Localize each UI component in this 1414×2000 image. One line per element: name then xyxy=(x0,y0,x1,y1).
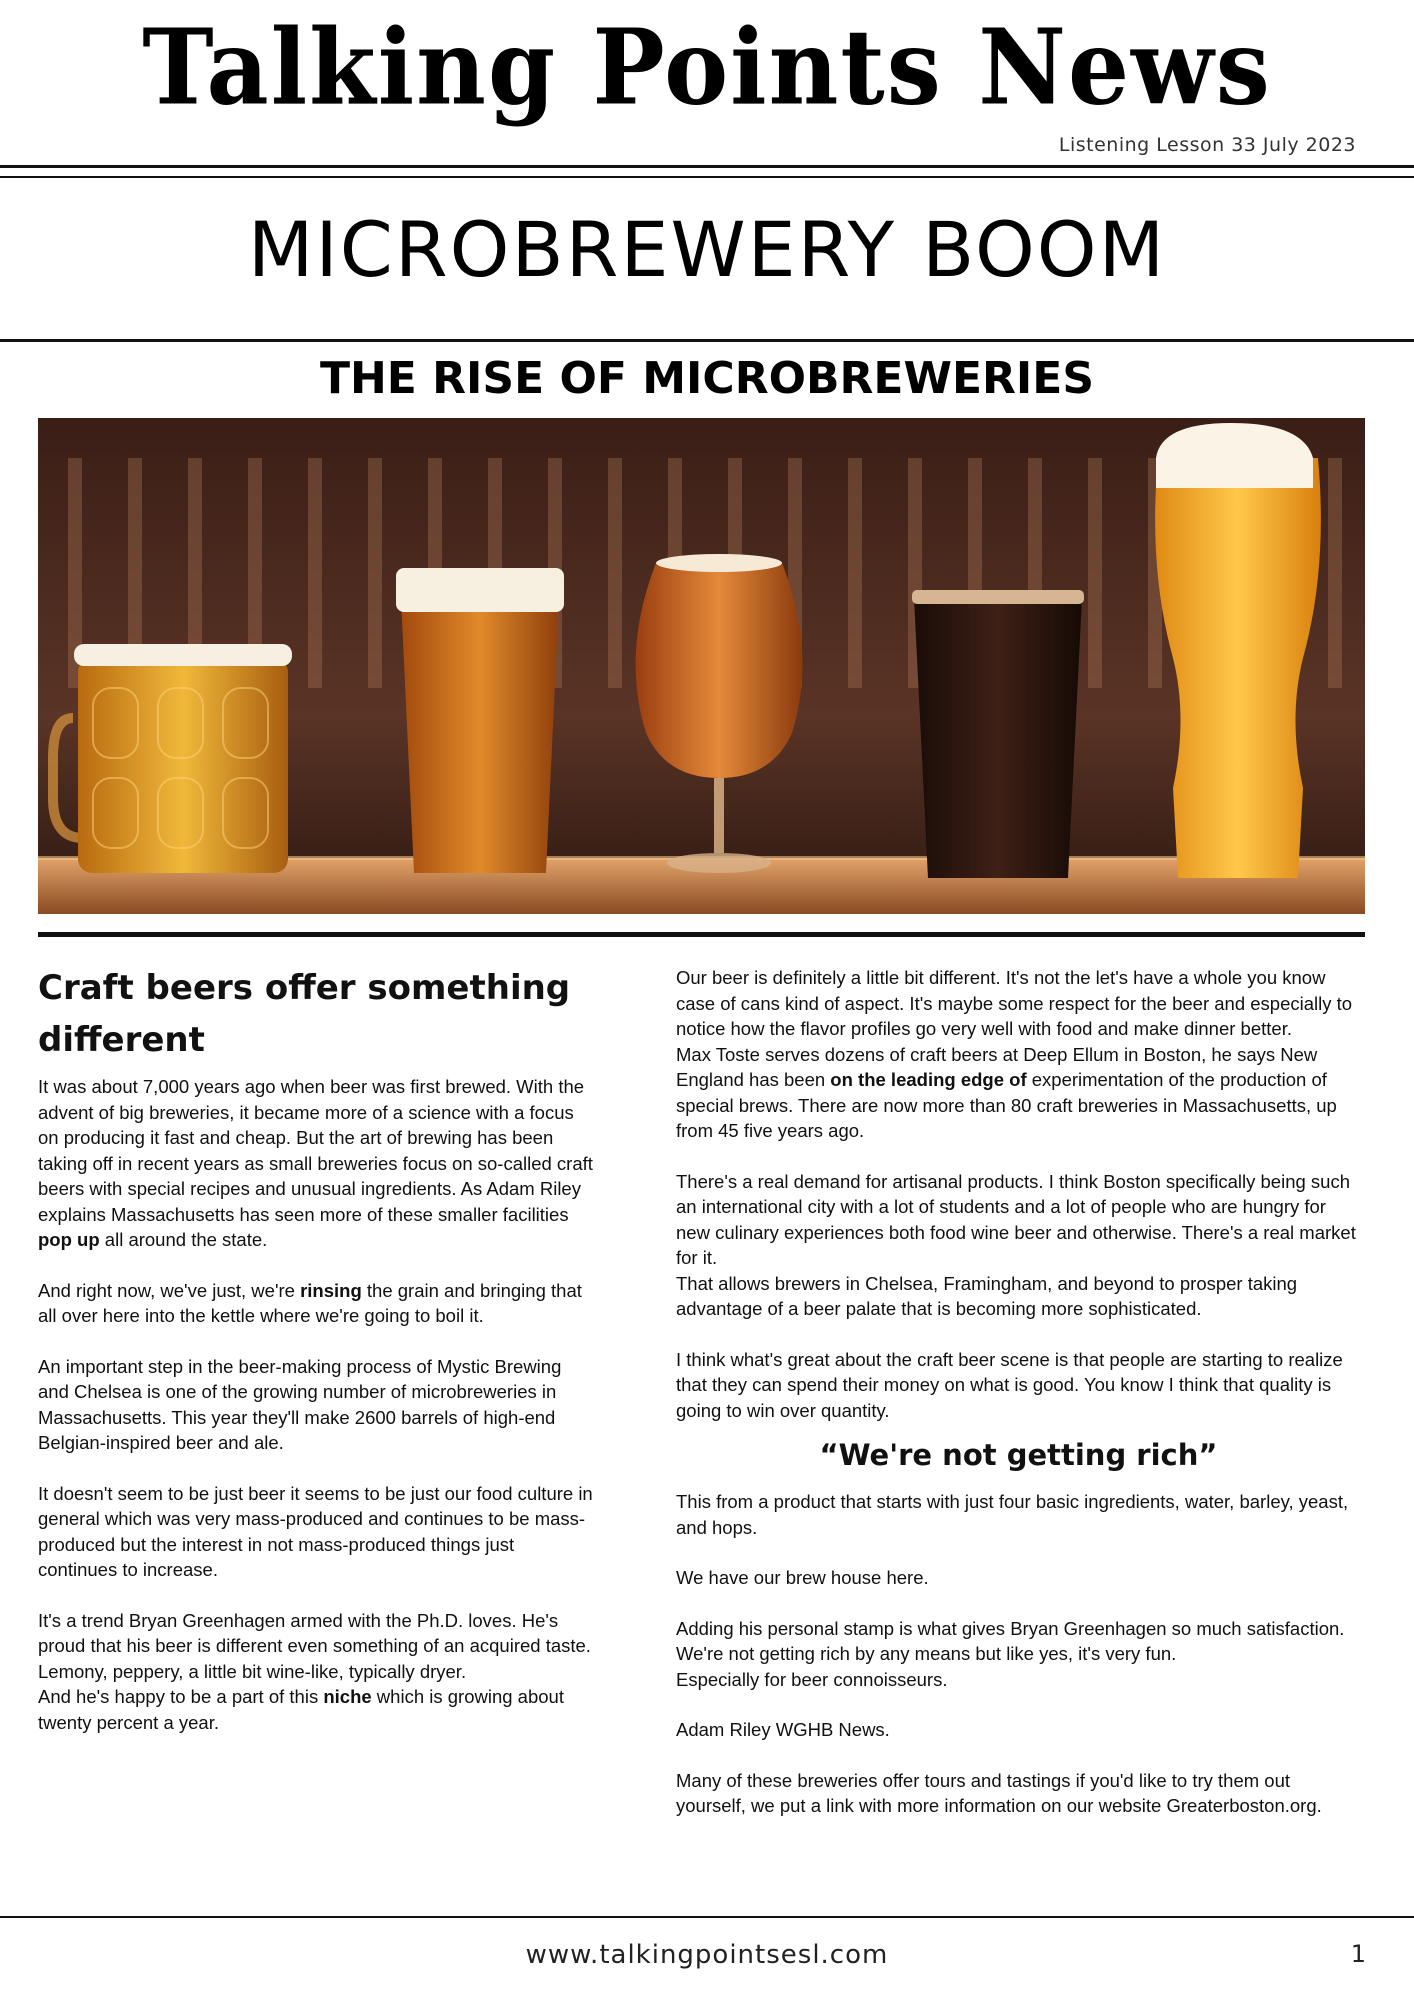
paragraph: We're not getting rich by any means but like yes, it's very fun. xyxy=(676,1643,1177,1664)
page-number: 1 xyxy=(1350,1940,1366,1968)
paragraph: Our beer is definitely a little bit different. It's not the let's have a whole you know case of cans kind of aspect. It's maybe some respect for the beer and especially to notice how the flavor profiles go very well with food and make dinner better. xyxy=(676,967,1353,1039)
title-rule xyxy=(0,339,1414,342)
paragraph: This from a product that starts with just four basic ingredients, water, barley, yeast, and hops. xyxy=(676,1491,1349,1538)
top-rule-1 xyxy=(0,165,1414,168)
beer-photo-illustration xyxy=(38,418,1365,914)
footer-website-link[interactable]: www.talkingpointsesl.com xyxy=(525,1940,889,1970)
paragraph: Lemony, peppery, a little bit wine-like, typically dryer. xyxy=(38,1660,467,1682)
paragraph: I think what's great about the craft beer scene is that people are starting to realize that they can spend their money on what is good. You know I think that quality is going to win over quantity. xyxy=(676,1348,1343,1421)
vocab-term: pop up xyxy=(38,1229,100,1250)
paragraph: We have our brew house here. xyxy=(676,1567,929,1588)
image-rule xyxy=(38,932,1365,937)
left-column xyxy=(38,962,593,1760)
beer-glasses-photo xyxy=(38,418,1365,914)
paragraph: Especially for beer connoisseurs. xyxy=(676,1668,948,1690)
vocab-term: niche xyxy=(323,1686,372,1707)
section-heading: Craft beers offer something different xyxy=(38,968,571,1060)
paragraph: It doesn't seem to be just beer it seems to be just our food culture in general which was very mass-produced and continues to be mass-produced but the interest in not mass-produced things just continues to increase. xyxy=(38,1482,593,1580)
vocab-term: on the leading edge of xyxy=(830,1069,1027,1090)
paragraph: Max Toste serves dozens of craft beers at Deep Ellum in Boston, he says New England has been on the leading edge of experimentation of the production of special brews. There are now more than 80 craft breweries in Massachusetts, up from 45 five years ago. xyxy=(676,1043,1337,1141)
vocab-term: rinsing xyxy=(300,1279,362,1301)
pull-quote-heading: “We're not getting rich” xyxy=(819,1438,1218,1472)
paragraph: There's a real demand for artisanal products. I think Boston specifically being such an international city with a lot of students and a lot of people who are hungry for new culinary experiences both food wine beer and otherwise. There's a real market for it. xyxy=(676,1170,1356,1268)
paragraph: And right now, we've just, we're rinsing the grain and bringing that all over here into the kettle where we're going to boil it. xyxy=(38,1279,582,1326)
masthead-title: Talking Points News xyxy=(142,6,1272,129)
footer-rule xyxy=(0,1916,1414,1918)
top-rule-2 xyxy=(0,176,1414,178)
paragraph: An important step in the beer-making process of Mystic Brewing and Chelsea is one of the growing number of microbreweries in Massachusetts. This year they'll make 2600 barrels of high-end Belgian-inspired beer and ale. xyxy=(38,1355,562,1453)
page-title: MICROBREWERY BOOM xyxy=(247,205,1167,294)
issue-line: Listening Lesson 33 July 2023 xyxy=(1058,134,1356,156)
paragraph: It's a trend Bryan Greenhagen armed with the Ph.D. loves. He's proud that his beer is different even something of an acquired taste. xyxy=(38,1609,591,1656)
subtitle: THE RISE OF MICROBREWERIES xyxy=(319,353,1095,404)
paragraph: Many of these breweries offer tours and tastings if you'd like to try them out yourself, we put a link with more information on our website Greaterboston.org. xyxy=(676,1769,1322,1816)
paragraph: And he's happy to be a part of this niche which is growing about twenty percent a year. xyxy=(38,1686,564,1733)
paragraph: It was about 7,000 years ago when beer was first brewed. With the advent of big breweries, it became more of a science with a focus on producing it fast and cheap. But the art of brewing has been taking off in recent years as small breweries focus on so-called craft beers with special recipes and unusual ingredients. As Adam Riley explains Massachusetts has seen more of these smaller facilities pop up all around the state. xyxy=(38,1076,593,1250)
paragraph: That allows brewers in Chelsea, Framingham, and beyond to prosper taking advantage of a beer palate that is becoming more sophisticated. xyxy=(676,1272,1298,1319)
paragraph: Adding his personal stamp is what gives Bryan Greenhagen so much satisfaction. xyxy=(676,1617,1345,1639)
right-column xyxy=(676,965,1361,1844)
paragraph: Adam Riley WGHB News. xyxy=(676,1719,890,1740)
